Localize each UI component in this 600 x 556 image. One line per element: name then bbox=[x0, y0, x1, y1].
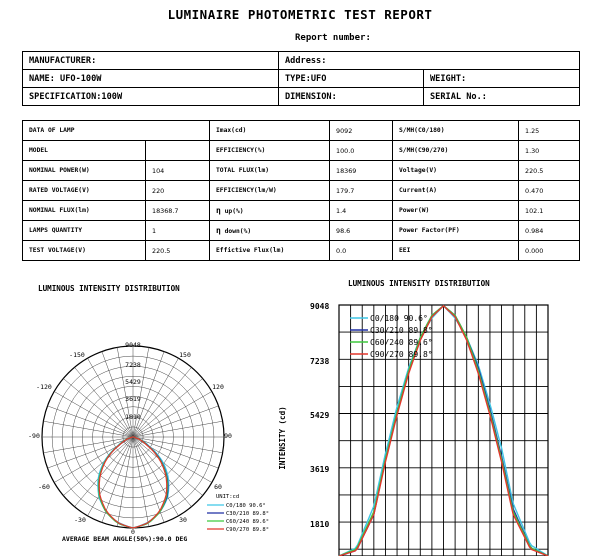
row-value: 220.5 bbox=[146, 241, 210, 261]
angle-label: -120 bbox=[36, 383, 52, 391]
row-value: 220.5 bbox=[519, 161, 580, 181]
y-tick-label: 1810 bbox=[310, 520, 330, 529]
info-table bbox=[22, 51, 580, 106]
legend-label: C30/210 89.8° bbox=[370, 326, 433, 335]
smh-c0-label: S/MH(C0/180) bbox=[393, 121, 519, 141]
row-value: 18369 bbox=[330, 161, 393, 181]
legend-label: C30/210 89.8° bbox=[226, 511, 270, 517]
row-label: Voltage(V) bbox=[393, 161, 519, 181]
angle-label: 60 bbox=[214, 483, 222, 491]
row-value: 0.000 bbox=[519, 241, 580, 261]
row-label: Effictive Flux(lm) bbox=[210, 241, 330, 261]
name-field: NAME: UFO-100W bbox=[23, 70, 279, 88]
row-label: TEST VOLTAGE(V) bbox=[23, 241, 146, 261]
row-value: 104 bbox=[146, 161, 210, 181]
row-label: MODEL bbox=[23, 141, 146, 161]
polar-ring-label: 5429 bbox=[125, 378, 141, 386]
row-label: NOMINAL POWER(W) bbox=[23, 161, 146, 181]
legend-label: C0/180 90.6° bbox=[370, 314, 428, 323]
row-value: 0.470 bbox=[519, 181, 580, 201]
row-value: 18368.7 bbox=[146, 201, 210, 221]
row-label: EFFICIENCY(lm/W) bbox=[210, 181, 330, 201]
weight-label: WEIGHT: bbox=[424, 70, 580, 88]
row-label: S/MH(C90/270) bbox=[393, 141, 519, 161]
up-label: up(%) bbox=[224, 208, 244, 215]
lamp-data-table bbox=[22, 120, 580, 261]
dimension-label: DIMENSION: bbox=[279, 88, 424, 106]
polar-ring-label: 3619 bbox=[125, 395, 141, 403]
manufacturer-label: MANUFACTURER: bbox=[23, 52, 279, 70]
y-tick-label: 7238 bbox=[310, 357, 330, 366]
smh-c0-value: 1.25 bbox=[519, 121, 580, 141]
row-label: Power(W) bbox=[393, 201, 519, 221]
type-field: TYPE:UFO bbox=[279, 70, 424, 88]
average-beam-angle: AVERAGE BEAM ANGLE(50%):90.0 DEG bbox=[62, 535, 188, 543]
row-label: Current(A) bbox=[393, 181, 519, 201]
imax-value: 9092 bbox=[330, 121, 393, 141]
row-label: NOMINAL FLUX(lm) bbox=[23, 201, 146, 221]
cartesian-intensity-chart bbox=[260, 290, 600, 556]
legend-label: C90/270 89.8° bbox=[370, 350, 433, 359]
angle-label: -30 bbox=[74, 516, 86, 524]
row-value: 1.30 bbox=[519, 141, 580, 161]
row-value: 98.6 bbox=[330, 221, 393, 241]
polar-intensity-chart bbox=[0, 290, 300, 556]
row-value: 220 bbox=[146, 181, 210, 201]
y-tick-label: 9048 bbox=[310, 302, 330, 311]
row-label: RATED VOLTAGE(V) bbox=[23, 181, 146, 201]
row-label: Power Factor(PF) bbox=[393, 221, 519, 241]
eta-symbol: η bbox=[216, 206, 221, 215]
angle-label: 30 bbox=[179, 516, 187, 524]
eta-symbol: η bbox=[216, 226, 221, 235]
y-tick-label: 3619 bbox=[310, 465, 330, 474]
angle-label: 120 bbox=[212, 383, 224, 391]
cartesian-chart-title: LUMINOUS INTENSITY DISTRIBUTION bbox=[348, 279, 490, 288]
legend-label: C60/240 89.6° bbox=[370, 338, 433, 347]
angle-label: 0 bbox=[131, 528, 135, 536]
angle-label: -150 bbox=[69, 351, 85, 359]
angle-label: 150 bbox=[179, 351, 191, 359]
row-label bbox=[210, 221, 330, 241]
specification-field: SPECIFICATION:100W bbox=[23, 88, 279, 106]
row-label: EFFICIENCY(%) bbox=[210, 141, 330, 161]
row-value: 1.4 bbox=[330, 201, 393, 221]
row-label: LAMPS QUANTITY bbox=[23, 221, 146, 241]
polar-unit-label: UNIT:cd bbox=[216, 494, 240, 500]
polar-ring-label: 7238 bbox=[125, 361, 141, 369]
serial-label: SERIAL No.: bbox=[424, 88, 580, 106]
row-value: 0.984 bbox=[519, 221, 580, 241]
angle-label: -90 bbox=[28, 432, 40, 440]
row-value: 100.0 bbox=[330, 141, 393, 161]
y-tick-label: 5429 bbox=[310, 411, 330, 420]
angle-label: 90 bbox=[224, 432, 232, 440]
polar-chart-title: LUMINOUS INTENSITY DISTRIBUTION bbox=[38, 284, 180, 293]
angle-label: -60 bbox=[38, 483, 50, 491]
y-axis-label: INTENSITY (cd) bbox=[278, 406, 287, 470]
row-value: 179.7 bbox=[330, 181, 393, 201]
address-label: Address: bbox=[279, 52, 580, 70]
row-value bbox=[146, 141, 210, 161]
row-value: 102.1 bbox=[519, 201, 580, 221]
row-label: TOTAL FLUX(lm) bbox=[210, 161, 330, 181]
row-label: EEI bbox=[393, 241, 519, 261]
polar-curves bbox=[98, 437, 169, 528]
legend-label: C90/270 89.8° bbox=[226, 527, 270, 533]
legend-label: C0/180 90.6° bbox=[226, 503, 266, 509]
row-label bbox=[210, 201, 330, 221]
legend-label: C60/240 89.6° bbox=[226, 519, 270, 525]
polar-ring-label: 1810 bbox=[125, 413, 141, 421]
data-of-lamp-header: DATA OF LAMP bbox=[23, 121, 210, 141]
imax-label: Imax(cd) bbox=[210, 121, 330, 141]
polar-max-label: 9048 bbox=[125, 341, 141, 349]
down-label: down(%) bbox=[224, 228, 252, 235]
row-value: 0.0 bbox=[330, 241, 393, 261]
report-title: LUMINAIRE PHOTOMETRIC TEST REPORT bbox=[167, 7, 433, 22]
report-number-label: Report number: bbox=[295, 33, 371, 43]
row-value: 1 bbox=[146, 221, 210, 241]
